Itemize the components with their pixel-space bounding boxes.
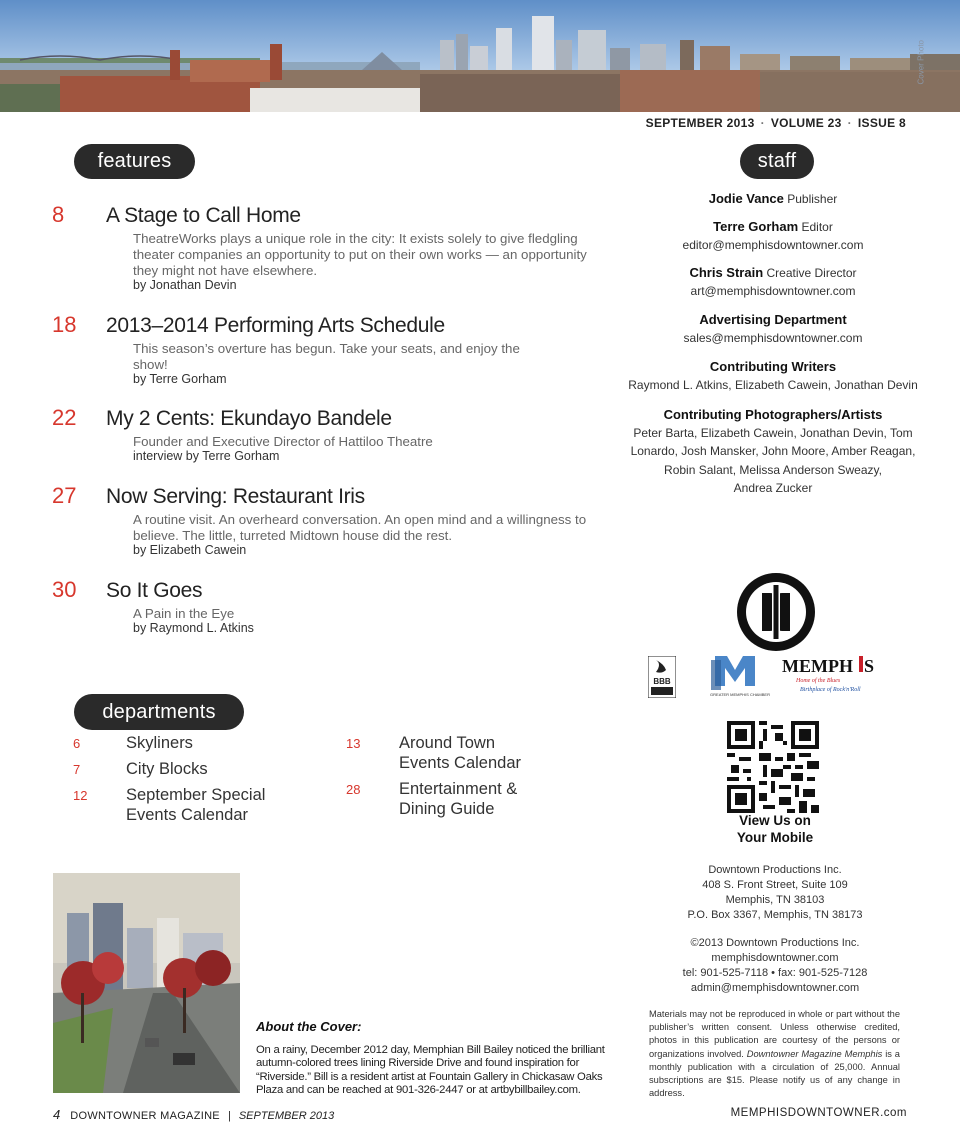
issue-volume: VOLUME 23 [770, 116, 842, 130]
publisher-contact [640, 936, 910, 996]
staff-name: Jodie Vance [708, 191, 784, 206]
department-title[interactable]: Dining Guide [399, 800, 495, 818]
feature-description: A Pain in the Eye [133, 606, 235, 621]
feature-page-number: 27 [52, 483, 77, 508]
skyline-banner [0, 0, 960, 112]
gmc-text: GREATER MEMPHIS CHAMBER [710, 692, 770, 697]
staff-names: Lonardo, Josh Mansker, John Moore, Amber Reagan, [630, 444, 916, 458]
staff-names: Robin Salant, Melissa Anderson Sweazy, [664, 462, 882, 477]
skyline-photo [0, 0, 960, 112]
department-title[interactable]: Skyliners [126, 734, 193, 752]
feature-description: This season’s overture has begun. Take your seats, and enjoy the show! [133, 341, 520, 372]
magazine-name: DOWNTOWNER MAGAZINE [70, 1110, 220, 1122]
feature-description: Founder and Executive Director of Hattiloo Theatre [133, 434, 433, 449]
disclaimer-text: is a monthly publication with a circulation of 25,000. Annual subscriptions are $15. Please notify us of any change in address. [649, 1048, 900, 1099]
downtown-productions-logo [735, 571, 817, 653]
issue-month: SEPTEMBER 2013 [645, 116, 755, 130]
staff-photographers [628, 405, 918, 498]
department-page-number: 28 [346, 782, 361, 797]
publisher-address [640, 863, 910, 923]
feature-byline: by Elizabeth Cawein [133, 543, 247, 557]
cover-painting [53, 873, 240, 1093]
department-page-number: 6 [73, 736, 81, 751]
feature-page-number: 8 [52, 202, 65, 227]
department-title[interactable]: Entertainment & [399, 780, 518, 798]
staff-names: Andrea Zucker [733, 481, 813, 495]
staff-list [628, 190, 918, 508]
qr-caption-line: Your Mobile [736, 830, 814, 845]
staff-publisher [628, 190, 918, 208]
department-title[interactable]: Around Town [399, 734, 496, 752]
greater-memphis-chamber-logo [705, 652, 775, 698]
qr-caption [700, 812, 850, 846]
admin-email[interactable]: admin@memphisdowntowner.com [690, 982, 860, 994]
feature-description: A routine visit. An overheard conversation. An open mind and a willingness to believe. The little, turreted Midtown house did the rest. [133, 512, 587, 543]
staff-names: Peter Barta, Elizabeth Cawein, Jonathan Devin, Tom [633, 425, 913, 440]
qr-code[interactable] [727, 721, 819, 813]
staff-group-heading: Advertising Department [699, 312, 847, 327]
memphis-tagline: Home of the Blues [796, 678, 841, 684]
department-title[interactable]: September Special [126, 786, 266, 804]
disclaimer-text: Materials may not be reproduced in whole or part without the publisher’s written consent. Unless otherwise credited, photos in this publication are courtesy of the persons or organizations involved. [649, 1009, 900, 1059]
feature-description: TheatreWorks plays a unique role in the city: It exists solely to give fledgling theater companies an opportunity to put on their own works — an opportunity they might not have elsewhere. [133, 231, 587, 278]
staff-role: Editor [801, 220, 833, 234]
feature-page-number: 22 [52, 405, 77, 430]
issue-number: ISSUE 8 [857, 116, 906, 130]
staff-role: Publisher [787, 192, 838, 206]
features-heading: features [74, 144, 195, 179]
footer-date: SEPTEMBER 2013 [238, 1110, 335, 1122]
footer-divider: | [227, 1110, 231, 1122]
memphis-logo [780, 652, 880, 698]
memphis-tagline: Birthplace of Rock'n'Roll [800, 687, 861, 693]
copyright: ©2013 Downtown Productions Inc. [690, 937, 860, 949]
staff-email[interactable]: editor@memphisdowntowner.com [682, 238, 864, 252]
issue-separator: · [847, 116, 852, 130]
department-page-number: 7 [73, 762, 81, 777]
staff-name: Chris Strain [689, 265, 764, 280]
issue-separator: · [760, 116, 765, 130]
department-title[interactable]: Events Calendar [399, 754, 521, 772]
department-title[interactable]: City Blocks [126, 760, 208, 778]
staff-editor [628, 218, 918, 254]
department-page-number: 12 [73, 788, 88, 803]
feature-byline: by Jonathan Devin [133, 278, 237, 292]
staff-advertising [628, 310, 918, 347]
cover-description: On a rainy, December 2012 day, Memphian Bill Bailey noticed the brilliant autumn-colored trees lining Riverside Drive and found inspiration for “Riverside.” Bill is a resident artist at Fountain Gallery in Chickasaw Oaks Plaza and can be reached at 901-326-2447 or at artbybillbailey.com. [256, 1044, 605, 1097]
qr-caption-line: View Us on [739, 813, 811, 828]
address-city: Memphis, TN 38103 [725, 894, 825, 906]
staff-group-heading: Contributing Photographers/Artists [663, 406, 883, 422]
footer-website[interactable]: MEMPHISDOWNTOWNER.com [730, 1107, 907, 1119]
departments-heading: departments [74, 694, 244, 730]
staff-role: Creative Director [766, 266, 857, 280]
department-title[interactable]: Events Calendar [126, 806, 248, 824]
feature-page-number: 18 [52, 312, 77, 337]
feature-title[interactable]: A Stage to Call Home [106, 204, 301, 227]
feature-byline: by Raymond L. Atkins [133, 621, 254, 635]
feature-title[interactable]: My 2 Cents: Ekundayo Bandele [106, 407, 392, 430]
cover-title: About the Cover: [256, 1019, 362, 1034]
phone-fax: tel: 901-525-7118 • fax: 901-525-7128 [682, 967, 868, 979]
feature-byline: by Terre Gorham [133, 372, 227, 386]
staff-email[interactable]: art@memphisdowntowner.com [690, 284, 856, 298]
feature-page-number: 30 [52, 577, 77, 602]
department-page-number: 13 [346, 736, 361, 751]
page-number: 4 [53, 1107, 61, 1122]
memphis-text-end: S [864, 656, 875, 676]
photo-credit: Cover Photo [916, 40, 925, 85]
website-link[interactable]: memphisdowntowner.com [711, 952, 839, 964]
address-company: Downtown Productions Inc. [708, 864, 842, 876]
staff-email[interactable]: sales@memphisdowntowner.com [683, 331, 863, 345]
staff-writers [628, 357, 918, 395]
staff-creative [628, 264, 918, 300]
staff-name: Terre Gorham [713, 219, 799, 234]
feature-byline: interview by Terre Gorham [133, 449, 280, 463]
feature-title[interactable]: 2013–2014 Performing Arts Schedule [106, 314, 445, 337]
footer-left [53, 1107, 334, 1122]
feature-title[interactable]: Now Serving: Restaurant Iris [106, 485, 365, 508]
address-street: 408 S. Front Street, Suite 109 [702, 879, 848, 891]
issue-line [646, 116, 906, 130]
memphis-text: MEMPH [782, 656, 853, 676]
bbb-text: BBB [653, 677, 671, 686]
disclaimer-magazine-name: Downtowner Magazine Memphis [746, 1048, 883, 1059]
staff-group-heading: Contributing Writers [709, 359, 837, 374]
staff-names: Raymond L. Atkins, Elizabeth Cawein, Jonathan Devin [628, 378, 918, 392]
address-po: P.O. Box 3367, Memphis, TN 38173 [687, 909, 863, 921]
feature-title[interactable]: So It Goes [106, 579, 203, 602]
staff-heading: staff [740, 144, 814, 179]
disclaimer [649, 1008, 900, 1100]
bbb-logo [648, 656, 676, 698]
